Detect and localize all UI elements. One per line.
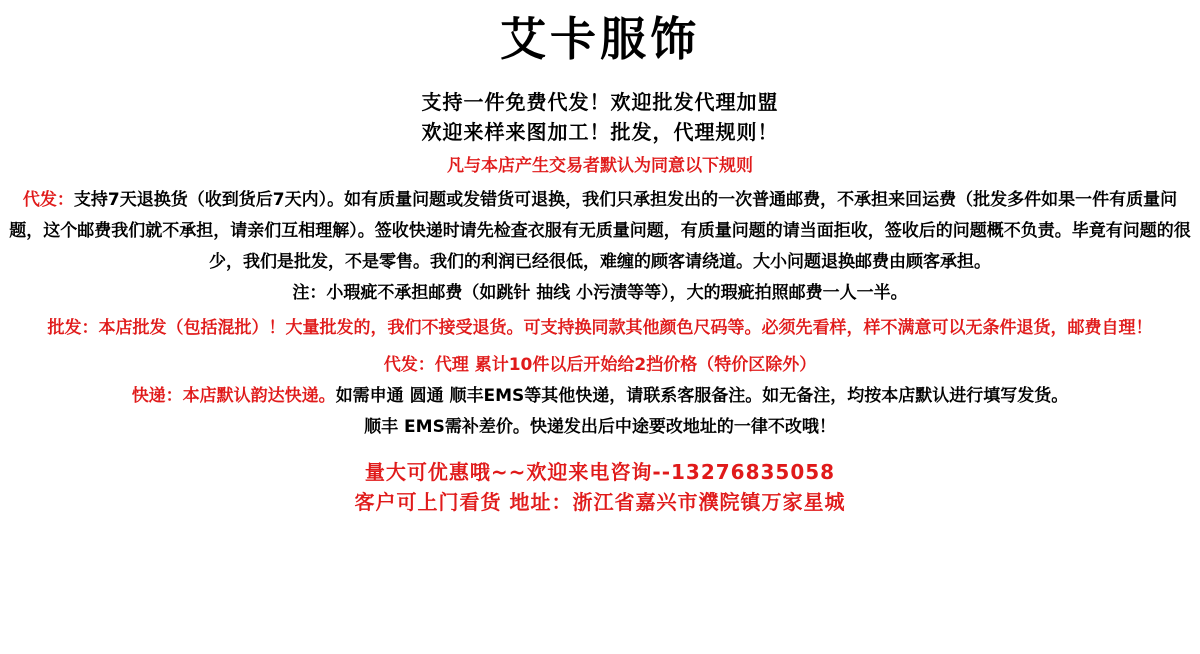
dropship-label: 代发： [22,190,74,210]
wholesale-rules: 批发：本店批发（包括混批）！大量批发的，我们不接受退货。可支持换同款其他颜色尺码等。必须先看样，样不满意可以无条件退货，邮费自理！ [47,318,1153,338]
express-rules [6,381,1194,412]
express-text: 如需申通 圆通 顺丰EMS等其他快递，请联系客服备注。如无备注，均按本店默认进行填写发货。 [335,386,1069,406]
rules-notice: 凡与本店产生交易者默认为同意以下规则 [447,156,753,176]
dropship-rules [6,185,1194,278]
express-default: 快递：本店默认韵达快递。 [131,386,336,406]
dropship-note: 注：小瑕疵不承担邮费（如跳针 抽线 小污渍等等），大的瑕疵拍照邮费一人一半。 [292,283,908,303]
express-note: 顺丰 EMS需补差价。快递发出后中途要改地址的一律不改哦！ [364,417,836,437]
contact-phone: 量大可优惠哦~~欢迎来电咨询--13276835058 [364,460,836,484]
subtitle-line-2: 欢迎来样来图加工！批发，代理规则！ [421,120,779,144]
shop-title: 艾卡服饰 [500,12,700,66]
dropship-text: 支持7天退换货（收到货后7天内）。如有质量问题或发错货可退换，我们只承担发出的一次普通邮费，不承担来回运费（批发多件如果一件有质量问题，这个邮费我们就不承担，请亲们互相理解）。签收快递时请先检查衣服有无质量问题，有质量问题的请当面拒收，签收后的问题概不负责。毕竟有问题的很少，我们是批发，不是零售。我们的利润已经很低，难缠的顾客请绕道。大小问题退换邮费由顾客承担。 [9,190,1191,272]
subtitle-line-1: 支持一件免费代发！欢迎批发代理加盟 [421,90,779,114]
agent-pricing: 代发：代理 累计10件以后开始给2挡价格（特价区除外） [383,355,817,375]
contact-address: 客户可上门看货 地址：浙江省嘉兴市濮院镇万家星城 [354,490,846,514]
